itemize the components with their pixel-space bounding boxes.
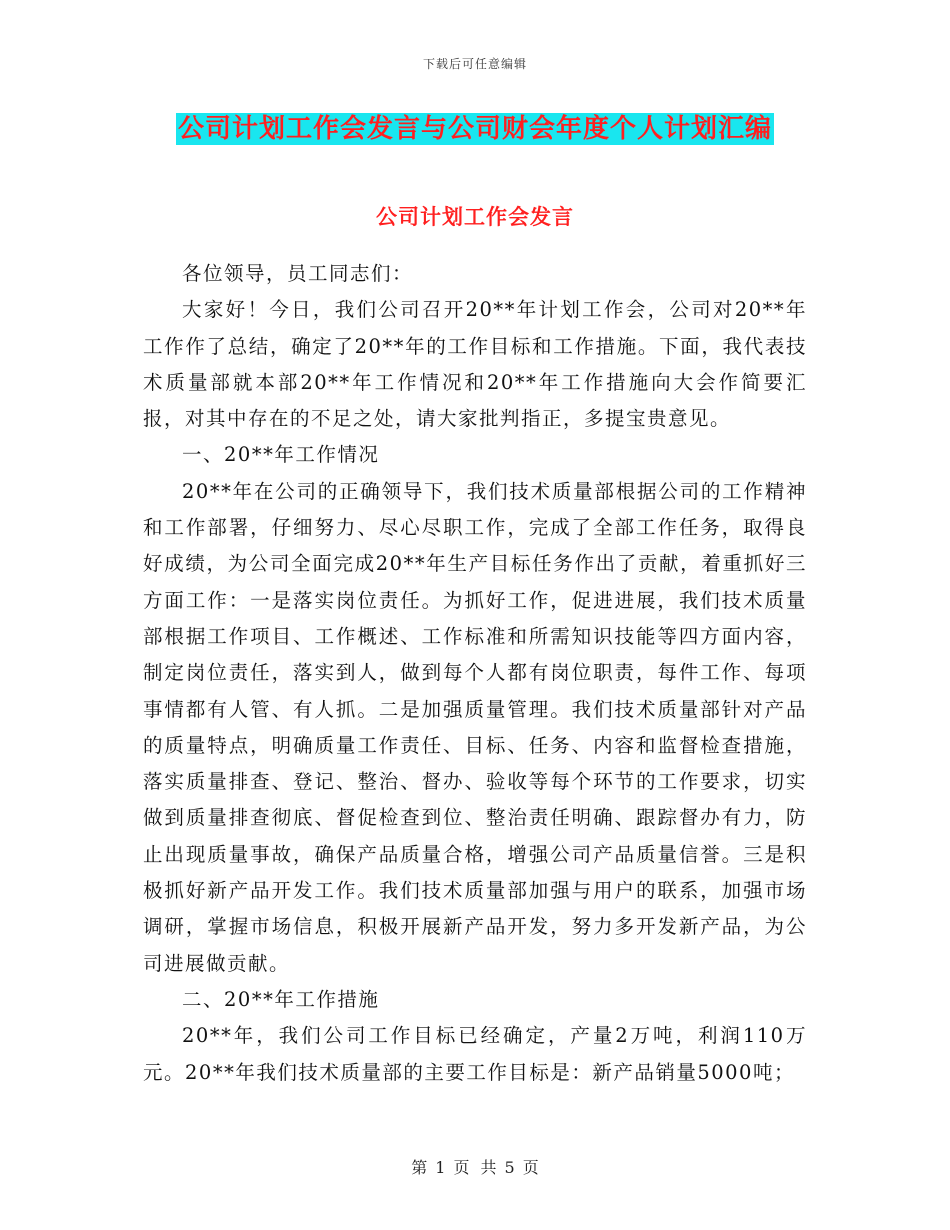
paragraph-heading-2: 二、20**年工作措施 — [182, 987, 380, 1011]
footer-page-total: 5 — [504, 1158, 515, 1177]
page-footer — [0, 1155, 950, 1178]
document-body — [143, 220, 807, 1091]
paragraph-greeting: 各位领导，员工同志们： — [182, 262, 414, 285]
document-title-container — [0, 113, 950, 145]
header-note: 下载后可任意编辑 — [422, 57, 527, 71]
footer-page-current: 1 — [435, 1158, 446, 1177]
paragraph-work-summary: 20**年在公司的正确领导下，我们技术质量部根据公司的工作精神和工作部署，仔细努力、尽心尽职工作，完成了全部工作任务，取得良好成绩，为公司全面完成20**年生产目标任务作出了贡献，着重抓好三方面工作：一是落实岗位责任。为抓好工作，促进进展，我们技术质量部根据工作项目、工作概述、工作标准和所需知识技能等四方面内容，制定岗位责任，落实到人，做到每个人都有岗位职责，每件工作、每项事情都有人管、有人抓。二是加强质量管理。我们技术质量部针对产品的质量特点，明确质量工作责任、目标、任务、内容和监督检查措施，落实质量排查、登记、整治、督办、验收等每个环节的工作要求，切实做到质量排查彻底、督促检查到位、整治责任明确、跟踪督办有力，防止出现质量事故，确保产品质量合格，增强公司产品质量信誉。三是积极抓好新产品开发工作。我们技术质量部加强与用户的联系，加强市场调研，掌握市场信息，积极开展新产品开发，努力多开发新产品，为公司进展做贡献。 — [143, 479, 807, 975]
paragraph-intro: 大家好！今日，我们公司召开20**年计划工作会，公司对20**年工作作了总结，确定了20**年的工作目标和工作措施。下面，我代表技术质量部就本部20**年工作情况和20**年工作措施向大会作简要汇报，对其中存在的不足之处，请大家批判指正，多提宝贵意见。 — [143, 298, 807, 431]
footer-mid: 页 共 — [453, 1158, 497, 1177]
footer-prefix: 第 — [411, 1158, 428, 1177]
document-title: 公司计划工作会发言与公司财会年度个人计划汇编 — [177, 114, 772, 144]
paragraph-work-measures: 20**年，我们公司工作目标已经确定，产量2万吨，利润110万元。20**年我们技术质量部的主要工作目标是：新产品销量5000吨； — [143, 1024, 807, 1084]
section-title: 公司计划工作会发言 — [376, 204, 574, 229]
paragraph-heading-1: 一、20**年工作情况 — [182, 443, 380, 467]
footer-suffix: 页 — [522, 1158, 539, 1177]
